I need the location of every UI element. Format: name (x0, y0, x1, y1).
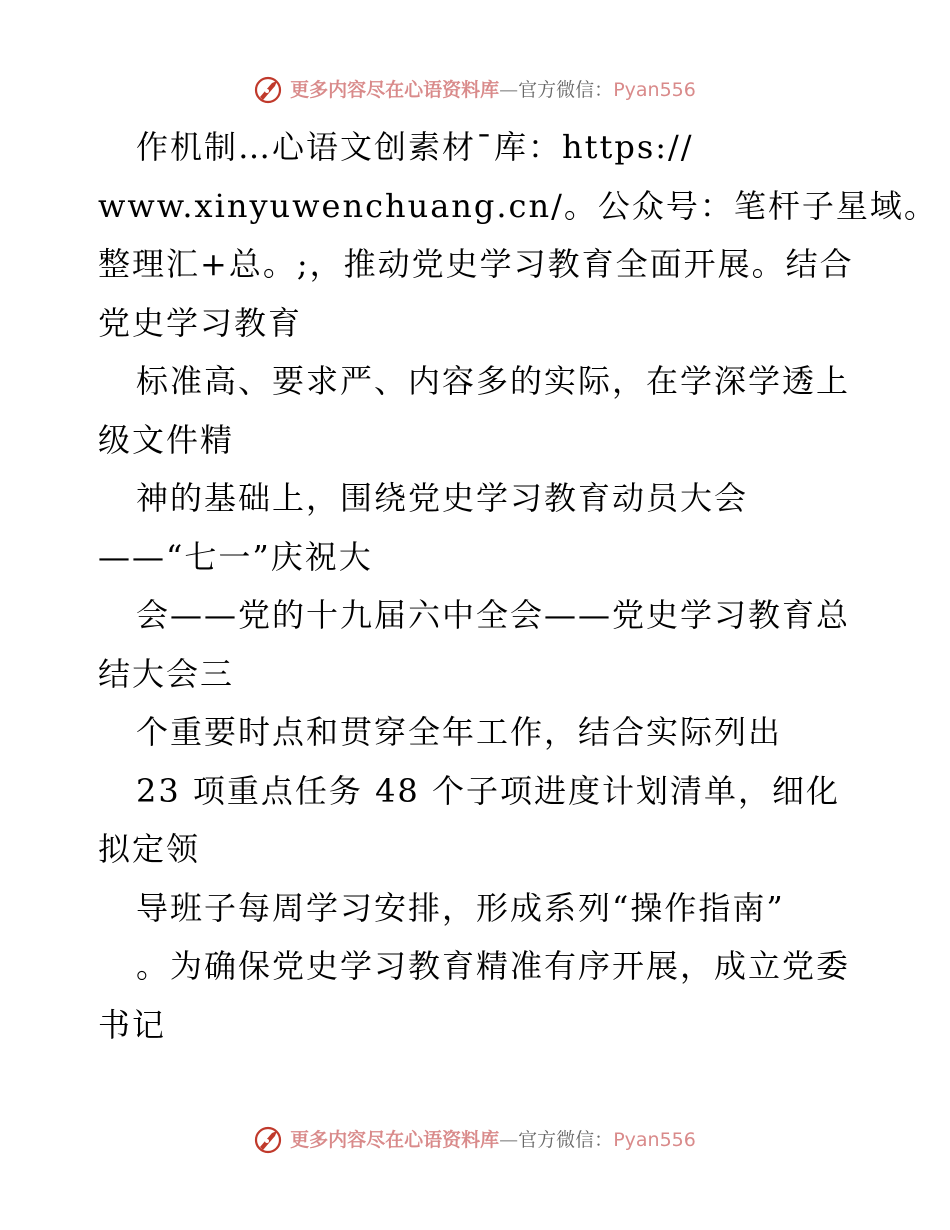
banner-wechat-id: Pyan556 (613, 78, 696, 101)
banner-main-text: 更多内容尽在心语资料库 (290, 78, 500, 101)
header-watermark-banner (0, 70, 950, 110)
body-line: 导班子每周学习安排，形成系列“操作指南” (136, 888, 785, 927)
pen-nib-logo-icon (254, 1125, 284, 1155)
body-line: 党史学习教育 (98, 303, 303, 342)
body-line: 个重要时点和贯穿全年工作，结合实际列出 (136, 713, 783, 751)
body-line: 。为确保党史学习教育精准有序开展，成立党委 (136, 947, 851, 985)
banner-main-text: 更多内容尽在心语资料库 (290, 1128, 500, 1151)
body-line: 标准高、要求严、内容多的实际，在学深学透上 (136, 362, 851, 400)
banner-wechat-id: Pyan556 (613, 1128, 696, 1151)
body-line: 会——党的十九届六中全会——党史学习教育总 (136, 596, 851, 634)
body-line: ——“七一”庆祝大 (98, 537, 373, 576)
banner-dash: — (499, 78, 519, 101)
banner-wechat-label: 官方微信： (518, 1128, 614, 1151)
body-line: www.xinyuwenchuang.cn/。公众号：笔杆子星域。 (98, 186, 938, 225)
banner-dash: — (499, 1128, 519, 1151)
banner-wechat-label: 官方微信： (518, 78, 614, 101)
footer-watermark-banner (0, 1120, 950, 1160)
document-body (98, 118, 938, 1054)
body-line: 23 项重点任务 48 个子项进度计划清单，细化 (136, 771, 840, 810)
body-line: 级文件精 (98, 420, 235, 459)
pen-nib-logo-icon (254, 75, 284, 105)
body-line: 结大会三 (98, 654, 235, 693)
body-line: 神的基础上，围绕党史学习教育动员大会 (136, 479, 749, 517)
body-line: 拟定领 (98, 830, 201, 868)
body-line: 书记 (98, 1005, 167, 1044)
body-line: 整理汇+总。;，推动党史学习教育全面开展。结合 (98, 245, 854, 283)
body-line: 作机制…心语文创素材¯库：https:// (136, 128, 694, 166)
